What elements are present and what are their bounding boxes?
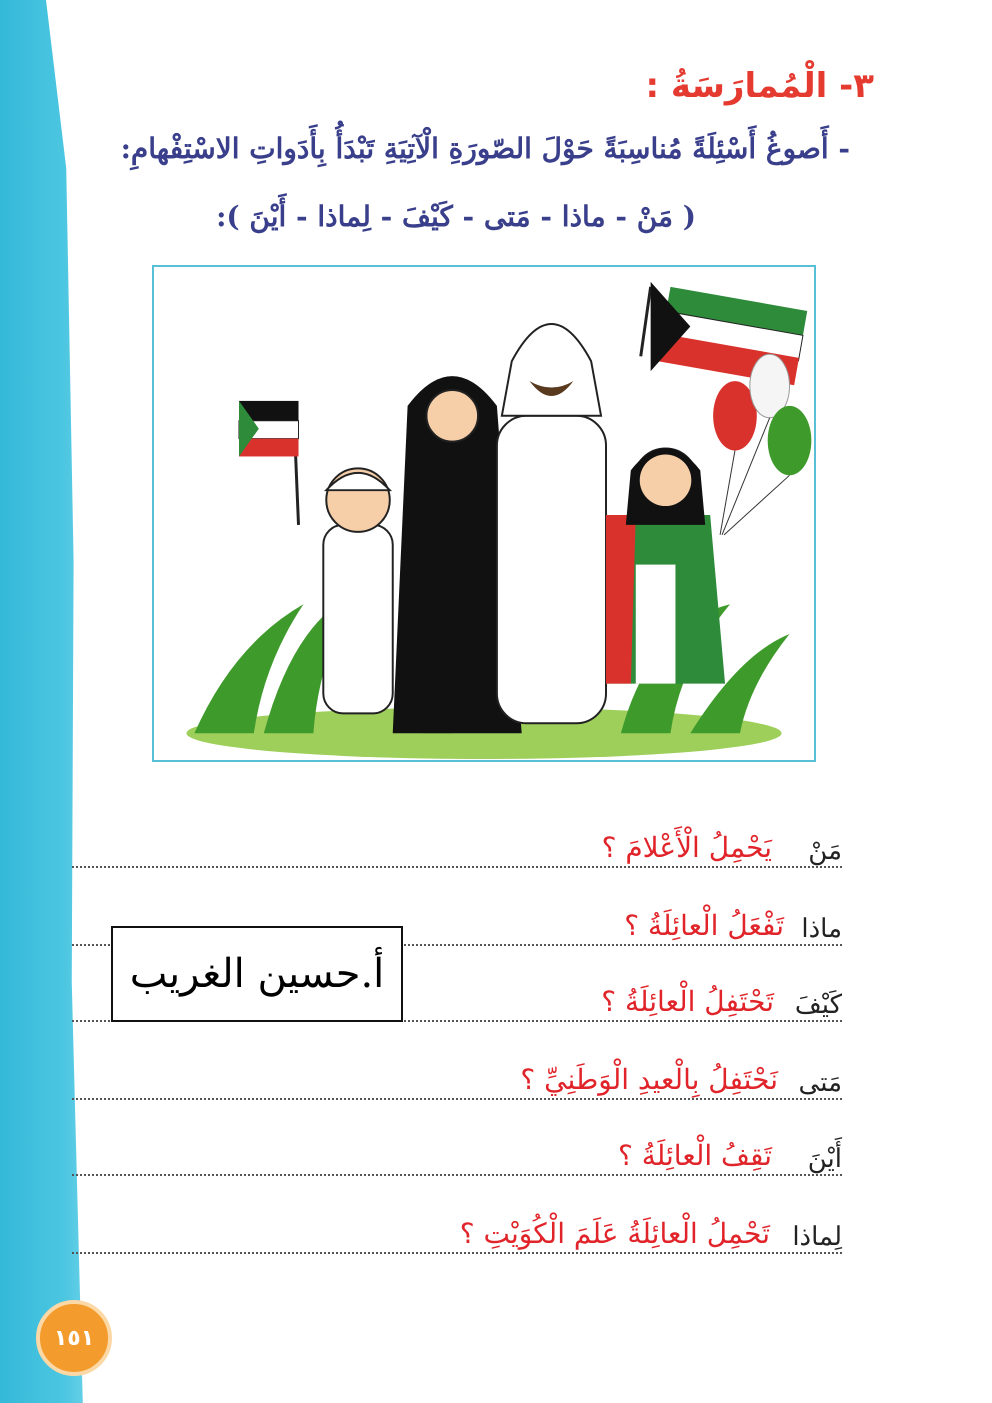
- handwritten-answer: تَحْمِلُ الْعائِلَةُ عَلَمَ الْكُوَيْتِ ؟: [456, 1217, 774, 1250]
- question-row: [72, 826, 842, 876]
- question-word: لِماذا: [786, 1222, 842, 1252]
- family-flags-drawing: [154, 267, 814, 760]
- family-illustration: [152, 265, 816, 762]
- instruction-line-1: - أَصوغُ أَسْئِلَةً مُناسِبَةً حَوْلَ الصّورَةِ الْآتِيَةِ تَبْدَأُ بِأَدَواتِ الاسْتِفْهامِ:: [120, 132, 850, 165]
- author-stamp-text: أ.حسين الغريب: [129, 951, 385, 997]
- question-row: [72, 1058, 842, 1108]
- handwritten-answer: تَحْتَفِلُ الْعائِلَةُ ؟: [597, 985, 778, 1018]
- question-word: مَتى: [793, 1068, 842, 1098]
- section-heading: ٣- الْمُمارَسَةُ :: [645, 66, 874, 106]
- question-word: أَيْنَ: [802, 1144, 842, 1174]
- page-number-badge: [36, 1300, 112, 1376]
- answer-dotted-line[interactable]: [72, 866, 842, 868]
- question-word: مَنْ: [802, 836, 842, 866]
- question-word: ماذا: [795, 914, 842, 944]
- question-word: كَيْفَ: [789, 990, 842, 1020]
- girl-figure: [606, 448, 725, 684]
- answer-dotted-line[interactable]: [72, 1252, 842, 1254]
- question-row: [72, 1134, 842, 1184]
- answer-dotted-line[interactable]: [72, 1098, 842, 1100]
- instruction-line-2: ( مَنْ - ماذا - مَتى - كَيْفَ - لِماذا - أَيْنَ ):: [216, 200, 696, 233]
- answer-dotted-line[interactable]: [72, 1174, 842, 1176]
- page-number: ١٥١: [53, 1325, 95, 1351]
- handwritten-answer: نَحْتَفِلُ بِالْعيدِ الْوَطَنِيِّ ؟: [516, 1063, 782, 1096]
- balloons: [713, 354, 811, 535]
- handwritten-answer: تَقِفُ الْعائِلَةُ ؟: [614, 1139, 776, 1172]
- author-stamp: [111, 926, 403, 1022]
- question-row: [72, 1212, 842, 1262]
- handwritten-answer: يَحْمِلُ الْأَعْلامَ ؟: [598, 831, 776, 864]
- handwritten-answer: تَفْعَلُ الْعائِلَةُ ؟: [620, 909, 788, 942]
- side-decorative-band: [0, 0, 95, 1403]
